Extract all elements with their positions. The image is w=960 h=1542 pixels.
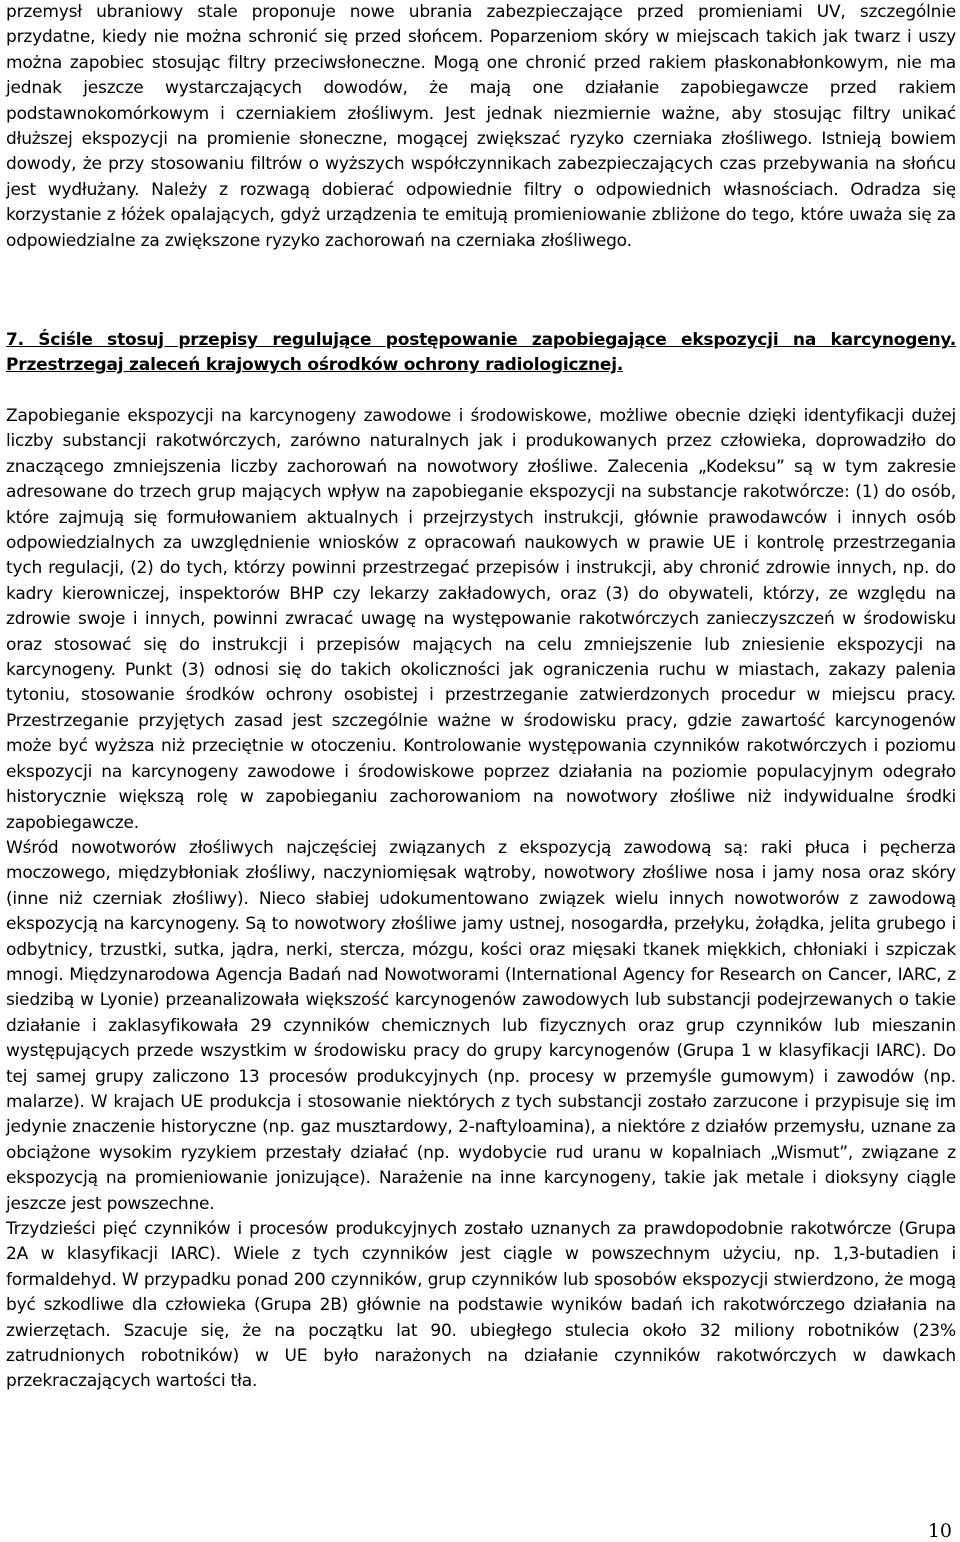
intro-paragraph: przemysł ubraniowy stale proponuje nowe ubrania zabezpieczające przed promieniami UV, szczególnie przydatne, kiedy nie można schronić się przed słońcem. Poparzeniom skóry w miejscach takich jak twarz i uszy można zapobiec stosując filtry przeciwsłoneczne. Mogą one chronić przed rakiem płaskonabłonkowym, nie ma jednak jeszcze wystarczających dowodów, że mają one działanie zapobiegawcze przed rakiem podstawnokomórkowym i czerniakiem złośliwym. Jest jednak niezmiernie ważne, aby stosując filtry unikać dłuższej ekspozycji na promienie słoneczne, mogącej zwiększać ryzyko czerniaka złośliwego. Istnieją bowiem dowody, że przy stosowaniu filtrów o wyższych współczynnikach zabezpieczających czas przebywania na słońcu jest wydłużany. Należy z rozwagą dobierać odpowiednie filtry o odpowiednich własnościach. Odradza się korzystanie z łóżek opalających, gdyż urządzenia te emitują promieniowanie zbliżone do tego, które uważa się za odpowiedzialne za zwiększone ryzyko zachorowań na czerniaka złośliwego. <box>6 2 956 251</box>
body-paragraph-1: Zapobieganie ekspozycji na karcynogeny zawodowe i środowiskowe, możliwe obecnie dzięki identyfikacji dużej liczby substancji rakotwórczych, zarówno naturalnych jak i produkowanych przez człowieka, doprowadziło do znaczącego zmniejszenia liczby zachorowań na nowotwory złośliwe. Zalecenia „Kodeksu” są w tym zakresie adresowane do trzech grup mających wpływ na zapobieganie ekspozycji na substancje rakotwórcze: (1) do osób, które zajmują się formułowaniem aktualnych i przejrzystych instrukcji, głównie prawodawców i innych osób odpowiedzialnych za uwzględnienie wniosków z opracowań naukowych w prawie UE i kontrolę przestrzegania tych regulacji, (2) do tych, którzy powinni przestrzegać przepisów i instrukcji, aby chronić zdrowie innych, np. do kadry kierowniczej, inspektorów BHP czy lekarzy zakładowych, oraz (3) do obywateli, którzy, ze względu na zdrowie swoje i innych, powinni zwracać uwagę na występowanie rakotwórczych zanieczyszczeń w środowisku oraz stosować się do instrukcji i przepisów mających na celu zmniejszenie lub zniesienie ekspozycji na karcynogeny. Punkt (3) odnosi się do takich okoliczności jak ograniczenia ruchu w miastach, zakazy palenia tytoniu, stosowanie środków ochrony osobistej i przestrzeganie zatwierdzonych procedur w miejscu pracy. Przestrzeganie przyjętych zasad jest szczególnie ważne w środowisku pracy, gdzie zawartość karcynogenów może być wyższa niż przeciętnie w otoczeniu. Kontrolowanie występowania czynników rakotwórczych i poziomu ekspozycji na karcynogeny zawodowe i środowiskowe poprzez działania na poziomie populacyjnym odegrało historycznie większą rolę w zapobieganiu zachorowaniom na nowotwory złośliwe niż indywidualne środki zapobiegawcze. <box>6 406 956 833</box>
page-number: 10 <box>927 1520 952 1542</box>
body-paragraph-3: Trzydzieści pięć czynników i procesów produkcyjnych zostało uznanych za prawdopodobnie rakotwórcze (Grupa 2A w klasyfikacji IARC). Wiele z tych czynników jest ciągle w powszechnym użyciu, np. 1,3-butadien i formaldehyd. W przypadku ponad 200 czynników, grup czynników lub sposobów ekspozycji stwierdzono, że mogą być szkodliwe dla człowieka (Grupa 2B) głównie na podstawie wyników badań ich rakotwórczego działania na zwierzętach. Szacuje się, że na początku lat 90. ubiegłego stulecia około 32 miliony robotników (23% zatrudnionych robotników) w UE było narażonych na działanie czynników rakotwórczych w dawkach przekraczających wartości tła. <box>6 1219 956 1392</box>
section-heading: 7. Ściśle stosuj przepisy regulujące postępowanie zapobiegające ekspozycji na karcynogeny. Przestrzegaj zaleceń krajowych ośrodków ochrony radiologicznej. <box>6 330 956 376</box>
section-body <box>6 404 956 1395</box>
body-paragraph-2: Wśród nowotworów złośliwych najczęściej związanych z ekspozycją zawodową są: raki płuca i pęcherza moczowego, międzybłoniak złośliwy, naczyniomięsak wątroby, nowotwory złośliwe nosa i jamy nosa oraz skóry (inne niż czerniak złośliwy). Nieco słabiej udokumentowano związek wielu innych nowotworów z zawodową ekspozycją na karcynogeny. Są to nowotwory złośliwe jamy ustnej, nosogardła, przełyku, żołądka, jelita grubego i odbytnicy, trzustki, sutka, jądra, nerki, stercza, mózgu, kości oraz mięsaki tkanek miękkich, chłoniaki i szpiczak mnogi. Międzynarodowa Agencja Badań nad Nowotworami (International Agency for Research on Cancer, IARC, z siedzibą w Lyonie) przeanalizowała większość karcynogenów zawodowych lub substancji podejrzewanych o takie działanie i zaklasyfikowała 29 czynników chemicznych lub fizycznych oraz grup czynników lub mieszanin występujących przede wszystkim w środowisku pracy do grupy karcynogenów (Grupa 1 w klasyfikacji IARC). Do tej samej grupy zaliczono 13 procesów produkcyjnych (np. procesy w przemyśle gumowym) i zawodów (np. malarze). W krajach UE produkcja i stosowanie niektórych z tych substancji zostało zarzucone i przypisuje się im jedynie znaczenie historyczne (np. gaz musztardowy, 2-naftyloamina), a niektóre z działów przemysłu, uznane za obciążone wysokim ryzykiem przestały działać (np. wydobycie rud uranu w kopalniach „Wismut”, związane z ekspozycją na promieniowanie jonizujące). Narażenie na inne karcynogeny, takie jak metale i dioksyny ciągle jeszcze jest powszechne. <box>6 837 956 1214</box>
